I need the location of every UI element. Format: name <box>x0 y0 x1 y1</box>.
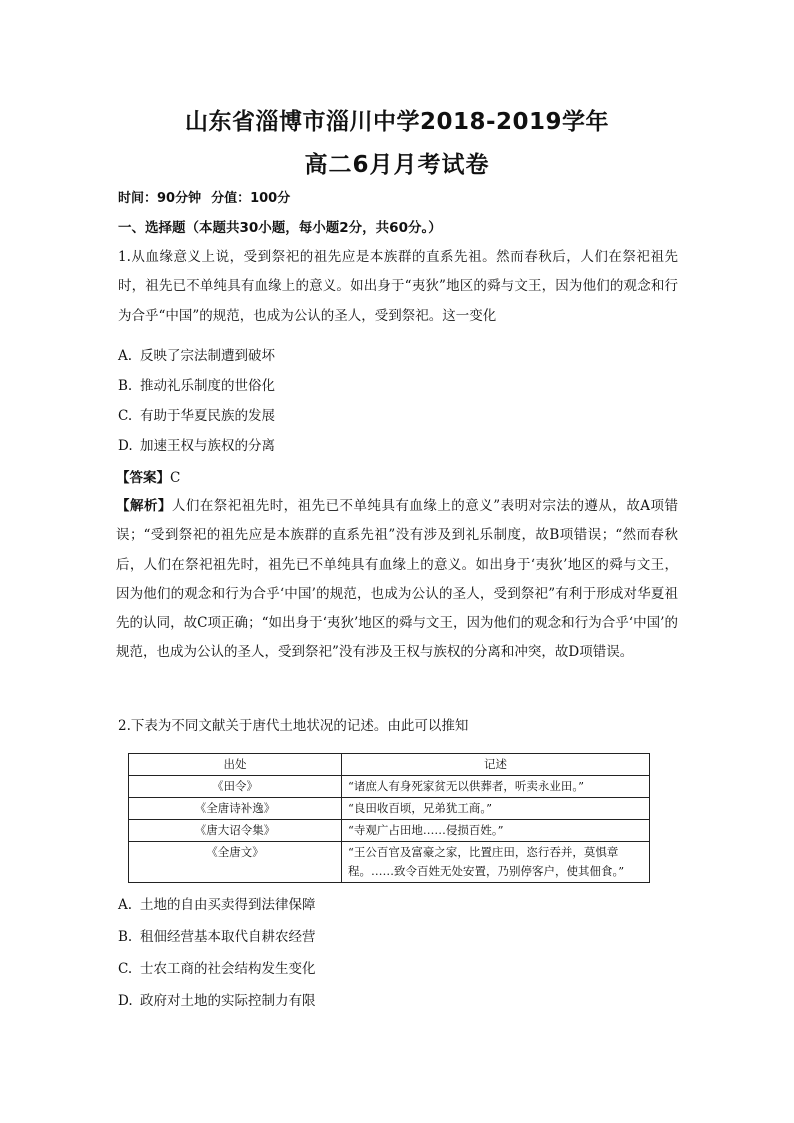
q2-option-a[interactable] <box>118 893 316 913</box>
answer-label: 【答案】 <box>116 470 170 486</box>
option-letter: A. <box>118 897 133 913</box>
option-letter: C. <box>118 961 133 977</box>
question-1-stem: 1.从血缘意义上说，受到祭祀的祖先应是本族群的直系先祖。然而春秋后，人们在祭祀祖先时，祖先已不单纯具有血缘上的意义。如出身于“夷狄”地区的舜与文王，因为他们的观念和行为合乎“中国”的规范，也成为公认的圣人，受到祭祀。这一变化 <box>118 249 678 324</box>
q1-option-d[interactable] <box>118 434 275 454</box>
option-letter: D. <box>118 993 133 1009</box>
exam-time: 时间：90分钟 <box>118 191 202 206</box>
table-row <box>129 798 650 820</box>
option-text: 士农工商的社会结构发生变化 <box>140 961 316 977</box>
exam-meta <box>118 187 290 206</box>
table-header-cell: 记述 <box>342 754 650 776</box>
option-letter: B. <box>118 929 133 945</box>
q1-option-b[interactable] <box>118 374 275 394</box>
option-text: 租佃经营基本取代自耕农经营 <box>140 929 316 945</box>
q2-option-c[interactable] <box>118 957 316 977</box>
option-letter: D. <box>118 438 133 454</box>
table-cell: “寺观广占田地……侵损百姓。” <box>342 820 650 842</box>
option-text: 推动礼乐制度的世俗化 <box>140 378 275 394</box>
table-cell: 《唐大诏令集》 <box>129 820 342 842</box>
option-text: 加速王权与族权的分离 <box>140 438 275 454</box>
option-letter: A. <box>118 348 133 364</box>
table-cell: “良田收百顷，兄弟犹工商。” <box>342 798 650 820</box>
q1-option-a[interactable] <box>118 344 275 364</box>
section-title: 一、选择题（本题共30小题，每小题2分，共60分。） <box>118 220 442 236</box>
q1-answer <box>116 466 180 486</box>
q1-analysis <box>116 492 678 668</box>
table-header-cell: 出处 <box>129 754 342 776</box>
q1-option-c[interactable] <box>118 404 275 424</box>
analysis-label: 【解析】 <box>116 498 172 514</box>
source-table <box>128 753 650 883</box>
exam-subtitle: 高二6月月考试卷 <box>304 152 490 178</box>
option-text: 政府对土地的实际控制力有限 <box>140 993 316 1009</box>
table-cell: “王公百官及富豪之家，比置庄田，恣行吞并，莫惧章程。……致令百姓无处安置，乃别停客户，使其佃食。” <box>342 842 650 883</box>
table-header-row <box>129 754 650 776</box>
answer-value: C <box>170 470 181 486</box>
exam-title: 山东省淄博市淄川中学2018-2019学年 <box>184 109 610 135</box>
table-cell: 《田令》 <box>129 776 342 798</box>
question-2-stem: 2.下表为不同文献关于唐代土地状况的记述。由此可以推知 <box>118 718 469 734</box>
q2-option-d[interactable] <box>118 989 316 1009</box>
exam-score: 分值：100分 <box>211 191 291 206</box>
option-letter: C. <box>118 408 133 424</box>
option-text: 反映了宗法制遭到破坏 <box>140 348 275 364</box>
table-row <box>129 842 650 883</box>
q2-option-b[interactable] <box>118 925 316 945</box>
option-letter: B. <box>118 378 133 394</box>
table-cell: 《全唐诗补逸》 <box>129 798 342 820</box>
table-cell: 《全唐文》 <box>129 842 342 883</box>
option-text: 有助于华夏民族的发展 <box>140 408 275 424</box>
table-cell: “诸庶人有身死家贫无以供葬者，听卖永业田。” <box>342 776 650 798</box>
table-row <box>129 820 650 842</box>
analysis-text: 人们在祭祀祖先时，祖先已不单纯具有血缘上的意义”表明对宗法的遵从，故A项错误；“受到祭祀的祖先应是本族群的直系先祖”没有涉及到礼乐制度，故B项错误；“然而春秋后，人们在祭祀祖先时，祖先已不单纯具有血缘上的意义。如出身于‘夷狄’地区的舜与文王，因为他们的观念和行为合乎‘中国’的规范，也成为公认的圣人，受到祭祀”有利于形成对华夏祖先的认同，故C项正确；“如出身于‘夷狄’地区的舜与文王，因为他们的观念和行为合乎‘中国’的规范，也成为公认的圣人，受到祭祀”没有涉及王权与族权的分离和冲突，故D项错误。 <box>116 498 678 661</box>
table-row <box>129 776 650 798</box>
option-text: 土地的自由买卖得到法律保障 <box>140 897 316 913</box>
